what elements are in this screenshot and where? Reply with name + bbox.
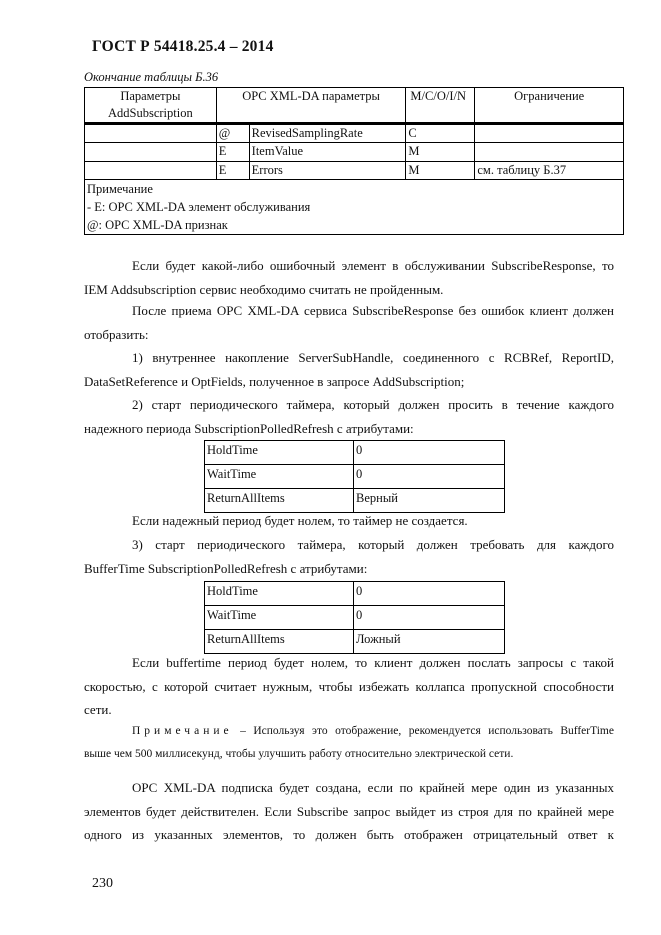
cell-limit <box>475 124 624 143</box>
note-line: - E: OPC XML-DA элемент обслуживания <box>87 200 311 214</box>
table-row <box>205 606 505 630</box>
cell-name: ItemValue <box>249 143 406 162</box>
paragraph <box>84 299 614 346</box>
text: Если надежный период будет нолем, то таймер не создается. <box>132 513 468 528</box>
cell-kind: E <box>216 143 249 162</box>
table-note <box>85 180 624 235</box>
header-restriction: Ограничение <box>475 88 624 124</box>
attr-value: 0 <box>354 441 505 465</box>
text: 2) старт периодического таймера, который должен просить в течение каждого <box>132 397 614 412</box>
cell-param <box>85 124 217 143</box>
table-note-row <box>85 180 624 235</box>
text: Если buffertime период будет нолем, то клиент должен послать запросы с такой <box>132 655 614 670</box>
attr-value: Ложный <box>354 630 505 654</box>
document-header-title: ГОСТ Р 54418.25.4 – 2014 <box>92 38 274 55</box>
cell-param <box>85 143 217 162</box>
header-opc-params: OPC XML-DA параметры <box>216 88 406 124</box>
note-title: Примечание <box>87 182 153 196</box>
note-line: выше чем 500 миллисекунд, чтобы улучшить работу относительно электрической сети. <box>84 748 514 760</box>
note-line <box>84 720 614 743</box>
table-caption: Окончание таблицы Б.36 <box>84 70 219 84</box>
list-item <box>84 346 614 393</box>
attr-key: HoldTime <box>205 582 354 606</box>
paragraph-line: надежного периода SubscriptionPolledRefresh с атрибутами: <box>84 420 414 436</box>
cell-mcoin: M <box>406 161 475 180</box>
attr-key: ReturnAllItems <box>205 489 354 513</box>
paragraph-line: BufferTime SubscriptionPolledRefresh с атрибутами: <box>84 560 368 576</box>
note-label: Примечание <box>132 725 233 737</box>
text: OPC XML-DA подписка будет создана, если по крайней мере один из указанных <box>132 780 614 795</box>
paragraph <box>84 651 614 722</box>
parameters-table <box>84 87 624 235</box>
paragraph-line <box>84 299 614 323</box>
text: 3) старт периодического таймера, который должен требовать для каждого <box>132 537 614 552</box>
attributes-table-buffertime <box>204 581 505 654</box>
paragraph-line: скоростью, с которой считает нужным, чтобы избежать коллапса пропускной способности <box>84 678 614 694</box>
header-cell-line: AddSubscription <box>108 106 193 120</box>
table-row <box>205 582 505 606</box>
table-row <box>85 161 624 180</box>
table-row <box>85 143 624 162</box>
table-row <box>205 465 505 489</box>
text: – Используя это отображение, рекомендуется использовать BufferTime <box>232 725 614 737</box>
attr-value: Верный <box>354 489 505 513</box>
cell-kind: E <box>216 161 249 180</box>
text: Если будет какой-либо ошибочный элемент в обслуживании SubscribeResponse, то <box>132 258 614 273</box>
attr-key: ReturnAllItems <box>205 630 354 654</box>
page-number: 230 <box>92 876 113 891</box>
paragraph-line: IEM Addsubscription сервис необходимо считать не пройденным. <box>84 281 444 297</box>
attr-key: WaitTime <box>205 465 354 489</box>
attr-value: 0 <box>354 606 505 630</box>
list-item <box>84 393 614 440</box>
paragraph-line <box>84 254 614 278</box>
paragraph-line <box>84 533 614 557</box>
cell-limit <box>475 143 624 162</box>
header-mcoin: M/C/O/I/N <box>406 88 475 124</box>
paragraph-line: элементов будет действителен. Если Subscribe запрос выйдет из строя для по крайней мере <box>84 803 614 819</box>
table-row <box>205 630 505 654</box>
paragraph-line: DataSetReference и OptFields, полученное в запросе AddSubscription; <box>84 373 465 389</box>
cell-name: Errors <box>249 161 406 180</box>
paragraph-line <box>84 651 614 675</box>
cell-param <box>85 161 217 180</box>
paragraph <box>84 776 614 847</box>
cell-limit: см. таблицу Б.37 <box>475 161 624 180</box>
paragraph-line: одного из указанных элементов, то должен быть отображен отрицательный ответ к <box>84 827 614 842</box>
attributes-table-reliable <box>204 440 505 513</box>
paragraph <box>84 254 614 301</box>
cell-mcoin: M <box>406 143 475 162</box>
text: После приема OPC XML-DA сервиса SubscribeResponse без ошибок клиент должен <box>132 303 614 318</box>
attr-key: HoldTime <box>205 441 354 465</box>
paragraph-line: отобразить: <box>84 326 149 342</box>
text: 1) внутреннее накопление ServerSubHandle, соединенного с RCBRef, ReportID, <box>132 350 614 365</box>
paragraph-line: сети. <box>84 702 112 717</box>
header-addsubscription-params <box>85 88 217 124</box>
paragraph-line <box>84 776 614 800</box>
paragraph-line <box>84 346 614 370</box>
cell-kind: @ <box>216 124 249 143</box>
note-block <box>84 720 614 766</box>
attr-value: 0 <box>354 582 505 606</box>
table-header-row <box>85 88 624 124</box>
cell-name: RevisedSamplingRate <box>249 124 406 143</box>
table-row <box>205 441 505 465</box>
attr-key: WaitTime <box>205 606 354 630</box>
note-line: @: OPC XML-DA признак <box>87 218 228 232</box>
header-cell-line: Параметры <box>120 89 181 103</box>
paragraph <box>84 509 614 533</box>
table-row <box>85 124 624 143</box>
paragraph-line <box>84 393 614 417</box>
attr-value: 0 <box>354 465 505 489</box>
cell-mcoin: C <box>406 124 475 143</box>
paragraph-line <box>84 509 614 533</box>
list-item <box>84 533 614 580</box>
